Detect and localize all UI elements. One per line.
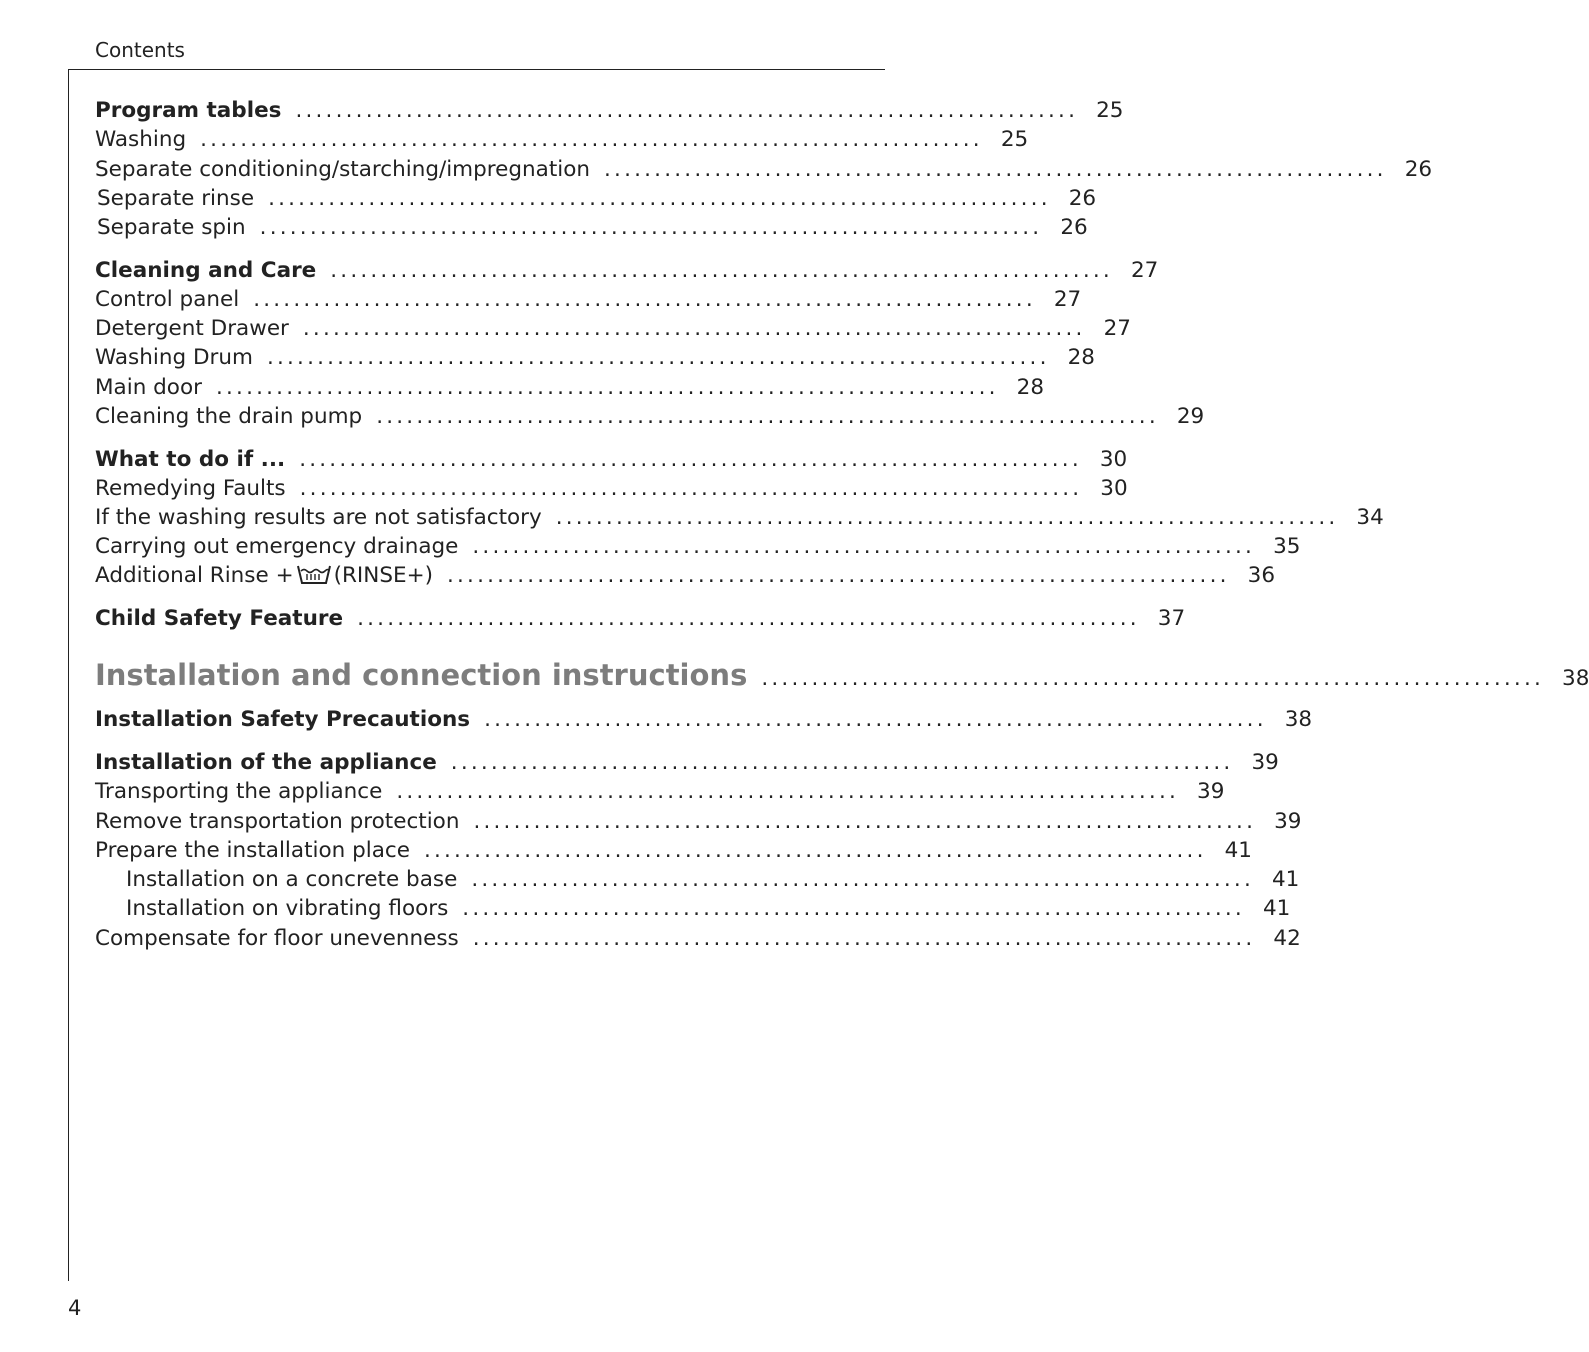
toc-title: Installation on a concrete base [126, 867, 458, 892]
toc-page: 27 [1103, 316, 1131, 341]
toc-entry-concrete-base[interactable] [95, 865, 1300, 894]
dot-leader: .............................................................................. [302, 316, 1086, 341]
toc-title: Carrying out emergency drainage [95, 534, 459, 559]
toc-entry-child-safety[interactable] [95, 604, 1186, 633]
toc-entry-emergency-drainage[interactable] [95, 532, 1301, 561]
toc-page: 41 [1262, 896, 1291, 921]
toc-title: Prepare the installation place [95, 838, 410, 863]
toc-entry-cleaning-drain-pump[interactable] [95, 402, 1205, 431]
toc-title: Remedying Faults [95, 476, 286, 501]
toc-entry-separate-spin[interactable] [95, 213, 1088, 242]
toc-entry-remedying-faults[interactable] [95, 474, 1128, 503]
toc-entry-separate-rinse[interactable] [95, 184, 1097, 213]
dot-leader: .............................................................................. [471, 867, 1254, 892]
dot-leader: .............................................................................. [604, 157, 1387, 182]
dot-leader: .............................................................................. [484, 707, 1267, 732]
toc-title: Cleaning and Care [95, 258, 317, 283]
dot-leader: .............................................................................. [268, 186, 1051, 211]
toc-entry-additional-rinse[interactable] [95, 561, 1276, 590]
dot-leader: .............................................................................. [299, 476, 1083, 501]
toc-page: 42 [1273, 926, 1301, 951]
toc-title: Child Safety Feature [95, 606, 344, 631]
dot-leader: .............................................................................. [215, 375, 999, 400]
toc-page: 39 [1274, 809, 1302, 834]
dot-leader: .............................................................................. [259, 215, 1043, 240]
dot-leader: .............................................................................. [253, 287, 1036, 312]
toc-title: Separate conditioning/starching/impregnation [95, 157, 591, 182]
toc-entry-detergent-drawer[interactable] [95, 314, 1131, 343]
dot-leader: .............................................................................. [446, 563, 1230, 588]
toc-title-suffix: (RINSE+) [333, 563, 433, 588]
toc-title-text: Additional Rinse + [95, 563, 294, 588]
toc-page: 28 [1016, 375, 1044, 400]
dot-leader: .............................................................................. [295, 98, 1079, 123]
toc-title: Separate spin [97, 215, 246, 240]
toc-page: 28 [1067, 345, 1095, 370]
toc-entry-installation-safety[interactable] [95, 705, 1313, 734]
dot-leader: .............................................................................. [299, 447, 1082, 472]
toc-page: 25 [1000, 127, 1029, 152]
toc-entry-installation-of-appliance[interactable] [95, 748, 1279, 777]
toc-page: 38 [1284, 707, 1313, 732]
toc-title: Washing [95, 127, 187, 152]
dot-leader: .............................................................................. [473, 809, 1257, 834]
toc-entry-transporting[interactable] [95, 777, 1225, 806]
toc-title: Separate rinse [97, 186, 255, 211]
toc-entry-washing-results[interactable] [95, 503, 1384, 532]
toc-title [95, 561, 433, 593]
dot-leader: .............................................................................. [555, 505, 1339, 530]
dot-leader: .............................................................................. [472, 534, 1256, 559]
toc-page: 34 [1356, 505, 1384, 530]
toc-entry-transportation-protection[interactable] [95, 807, 1302, 836]
dot-leader: .............................................................................. [450, 750, 1234, 775]
toc-title: Installation on vibrating floors [126, 896, 449, 921]
toc-title: Washing Drum [95, 345, 253, 370]
toc-page: 38 [1562, 666, 1589, 691]
toc-page: 39 [1197, 779, 1225, 804]
toc-title: Installation Safety Precautions [95, 707, 471, 732]
toc-entry-installation-place[interactable] [95, 836, 1252, 865]
toc-page: 30 [1099, 447, 1128, 472]
dot-leader: .............................................................................. [266, 345, 1050, 370]
toc-page: 36 [1247, 563, 1276, 588]
toc-entry-washing[interactable] [95, 125, 1029, 154]
dot-leader: .............................................................................. [357, 606, 1140, 631]
toc-page: 27 [1130, 258, 1159, 283]
toc-entry-vibrating-floors[interactable] [95, 894, 1291, 923]
dot-leader: .............................................................................. [396, 779, 1180, 804]
toc-entry-cleaning-and-care[interactable] [95, 256, 1159, 285]
toc-page: 25 [1096, 98, 1124, 123]
toc-section-installation[interactable] [95, 656, 1589, 694]
dot-leader: .............................................................................. [472, 926, 1256, 951]
toc-entry-program-tables[interactable] [95, 96, 1124, 125]
dot-leader: .............................................................................. [761, 666, 1545, 691]
toc-page: 27 [1053, 287, 1082, 312]
rinse-plus-icon [296, 563, 332, 593]
page-number: 4 [68, 1296, 82, 1320]
toc-title: Compensate for floor unevenness [95, 926, 459, 951]
section-header: Contents [95, 38, 185, 62]
toc-entry-control-panel[interactable] [95, 285, 1082, 314]
toc-page: 39 [1251, 750, 1279, 775]
toc-entry-what-to-do-if[interactable] [95, 445, 1128, 474]
toc-section-title: Installation and connection instructions [95, 658, 748, 692]
toc-title: Program tables [95, 98, 282, 123]
toc-title: Transporting the appliance [95, 779, 383, 804]
toc-title: Main door [95, 375, 202, 400]
dot-leader: .............................................................................. [423, 838, 1207, 863]
toc-entry-main-door[interactable] [95, 373, 1044, 402]
dot-leader: .............................................................................. [200, 127, 983, 152]
toc-title: If the washing results are not satisfactory [95, 505, 542, 530]
toc-page: 26 [1404, 157, 1433, 182]
toc-title: Remove transportation protection [95, 809, 460, 834]
toc-page: 41 [1224, 838, 1252, 863]
toc-page: 26 [1068, 186, 1097, 211]
toc-entry-floor-unevenness[interactable] [95, 924, 1301, 953]
toc-entry-separate-conditioning[interactable] [95, 155, 1433, 184]
toc-title: Control panel [95, 287, 240, 312]
toc-page: 41 [1271, 867, 1300, 892]
dot-leader: .............................................................................. [462, 896, 1245, 921]
left-rule [68, 69, 69, 1281]
top-rule [68, 69, 885, 70]
toc-page: 26 [1060, 215, 1088, 240]
toc-page: 30 [1100, 476, 1128, 501]
toc-title: Detergent Drawer [95, 316, 289, 341]
dot-leader: .............................................................................. [376, 404, 1159, 429]
toc-page: 29 [1176, 404, 1205, 429]
toc-title: Installation of the appliance [95, 750, 437, 775]
toc-title: Cleaning the drain pump [95, 404, 363, 429]
toc-page: 35 [1273, 534, 1301, 559]
toc-entry-washing-drum[interactable] [95, 343, 1095, 372]
toc-page: 37 [1157, 606, 1186, 631]
dot-leader: .............................................................................. [330, 258, 1113, 283]
toc-title: What to do if ... [95, 447, 286, 472]
